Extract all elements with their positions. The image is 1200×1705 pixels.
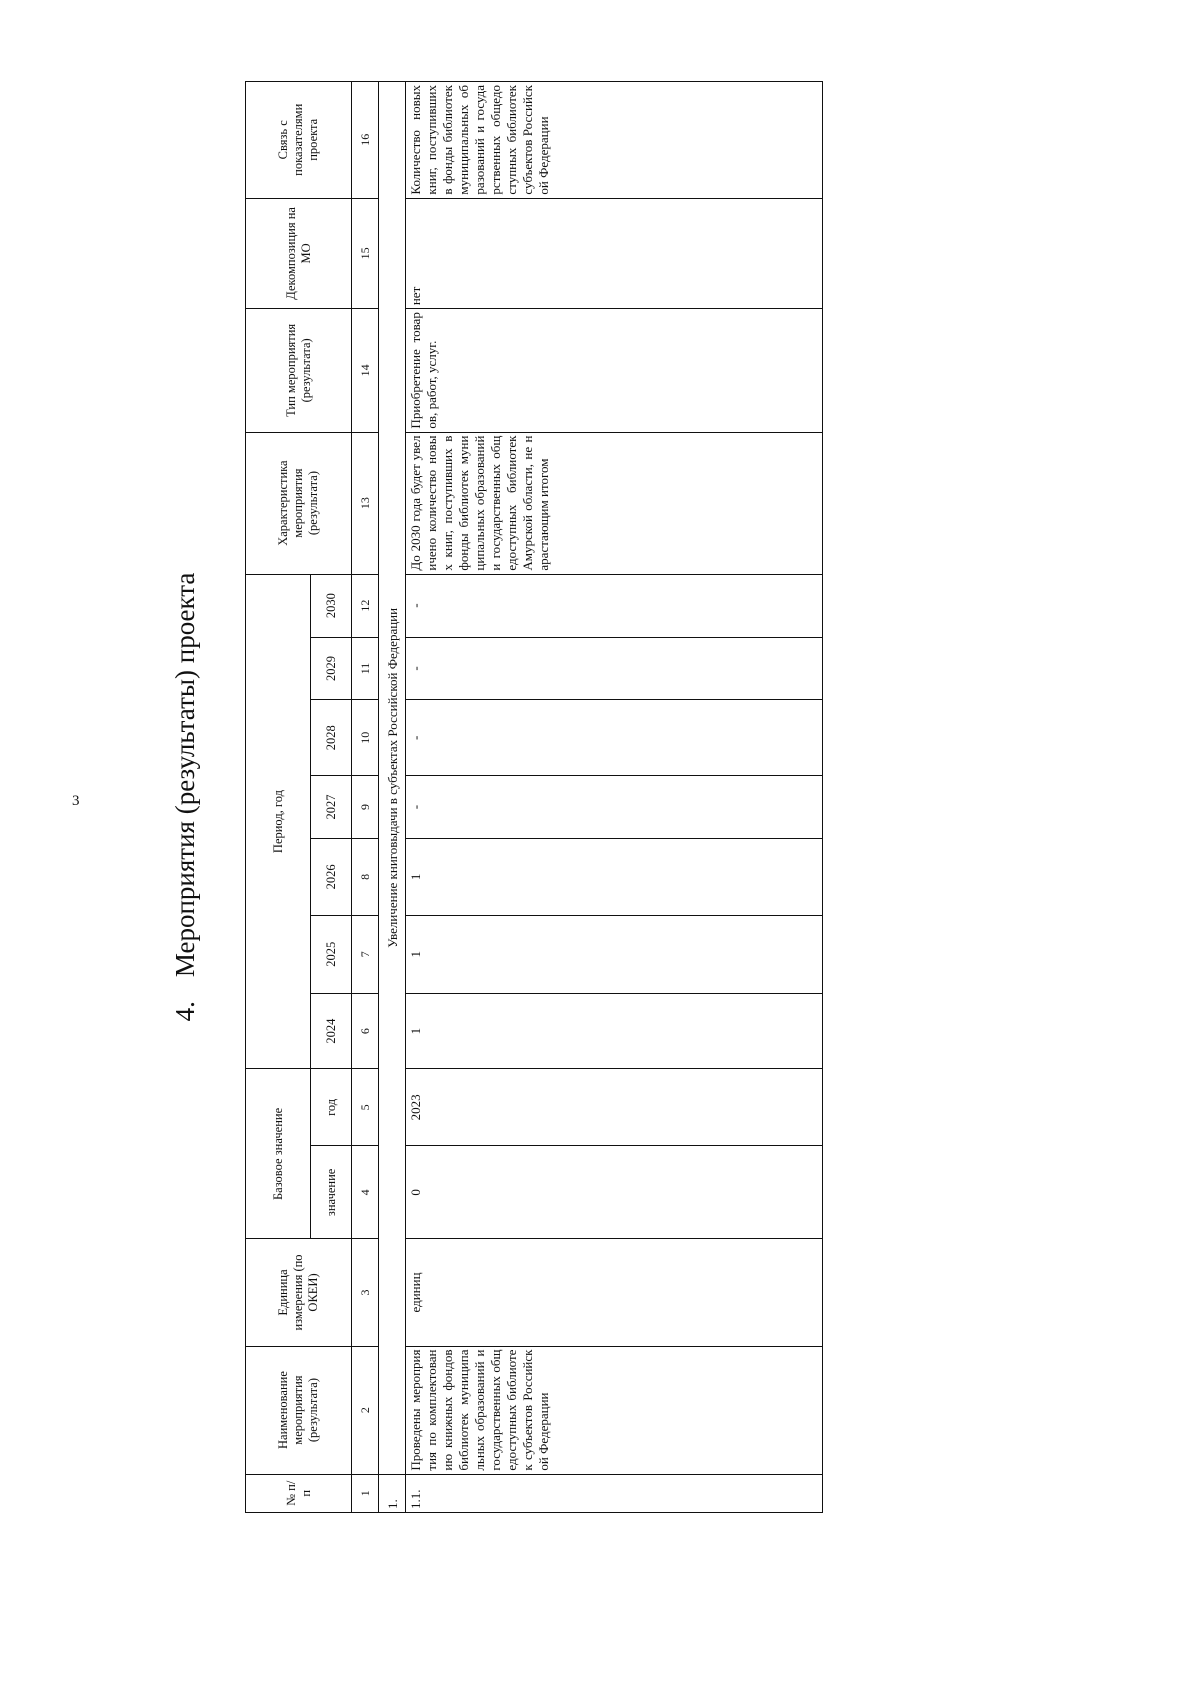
header-base-value: значение xyxy=(311,1146,352,1239)
header-year: 2029 xyxy=(311,637,352,700)
row-unit: единиц xyxy=(406,1239,823,1346)
section-row xyxy=(379,82,406,1513)
column-number: 13 xyxy=(352,432,379,574)
header-year: 2024 xyxy=(311,993,352,1069)
row-year-value: - xyxy=(406,574,823,637)
header-year: 2028 xyxy=(311,700,352,776)
column-number: 16 xyxy=(352,82,379,199)
header-base: Базовое значение xyxy=(246,1069,311,1239)
rotated-page-content xyxy=(170,81,893,1513)
events-table xyxy=(245,81,823,1513)
row-name: Проведены мероприятия по комплектованию книжных фондов библиотек муниципальных образований и государственных общедоступных библиотек субъектов Российской Федерации xyxy=(406,1346,823,1474)
column-number: 4 xyxy=(352,1146,379,1239)
header-year: 2026 xyxy=(311,838,352,915)
column-number: 14 xyxy=(352,309,379,432)
header-period: Период, год xyxy=(246,574,311,1069)
row-base-year: 2023 xyxy=(406,1069,823,1146)
header-num: № п/п xyxy=(246,1474,352,1512)
row-year-value: - xyxy=(406,776,823,839)
row-year-value: 1 xyxy=(406,993,823,1069)
column-number: 1 xyxy=(352,1474,379,1512)
header-link: Связь с показателями проекта xyxy=(246,82,352,199)
column-number: 2 xyxy=(352,1346,379,1474)
column-number: 6 xyxy=(352,993,379,1069)
section-number: 4. xyxy=(170,1001,200,1022)
header-characteristic: Характеристика мероприятия (результата) xyxy=(246,432,352,574)
column-number: 11 xyxy=(352,637,379,700)
header-year: 2025 xyxy=(311,915,352,993)
column-numbers-row xyxy=(352,82,379,1513)
row-year-value: 1 xyxy=(406,915,823,993)
page-number: 3 xyxy=(72,793,80,809)
row-year-value: - xyxy=(406,700,823,776)
column-number: 7 xyxy=(352,915,379,993)
header-unit: Единица измерения (по ОКЕИ) xyxy=(246,1239,352,1346)
table-row xyxy=(406,82,823,1513)
column-number: 10 xyxy=(352,700,379,776)
header-type: Тип мероприятия (результата) xyxy=(246,309,352,432)
header-year: 2027 xyxy=(311,776,352,839)
row-year-value: 1 xyxy=(406,838,823,915)
row-number: 1.1. xyxy=(406,1474,823,1512)
section-row-title: Увеличение книговыдачи в субъектах Российской Федерации xyxy=(379,82,406,1475)
section-title: Мероприятия (результаты) проекта xyxy=(170,572,200,978)
row-year-value: - xyxy=(406,637,823,700)
row-decomposition: нет xyxy=(406,198,823,309)
column-number: 9 xyxy=(352,776,379,839)
column-number: 12 xyxy=(352,574,379,637)
section-heading xyxy=(165,81,205,1513)
column-number: 15 xyxy=(352,198,379,309)
column-number: 3 xyxy=(352,1239,379,1346)
row-characteristic: До 2030 года будет увеличено количество новых книг, поступивших в фонды библиотек муниципальных образований и государственных общедоступных библиотек Амурской области, не нарастающим итогом xyxy=(406,432,823,574)
row-base-value: 0 xyxy=(406,1146,823,1239)
column-number: 5 xyxy=(352,1069,379,1146)
header-decomposition: Декомпозиция на МО xyxy=(246,198,352,309)
header-base-year: год xyxy=(311,1069,352,1146)
row-type: Приобретение товаров, работ, услуг. xyxy=(406,309,823,432)
column-number: 8 xyxy=(352,838,379,915)
header-year: 2030 xyxy=(311,574,352,637)
header-name: Наименование мероприятия (результата) xyxy=(246,1346,352,1474)
section-row-number: 1. xyxy=(379,1474,406,1512)
row-link: Количество новых книг, поступивших в фонды библиотек муниципальных образований и государственных общедоступных библиотек субъектов Российской Федерации xyxy=(406,82,823,199)
